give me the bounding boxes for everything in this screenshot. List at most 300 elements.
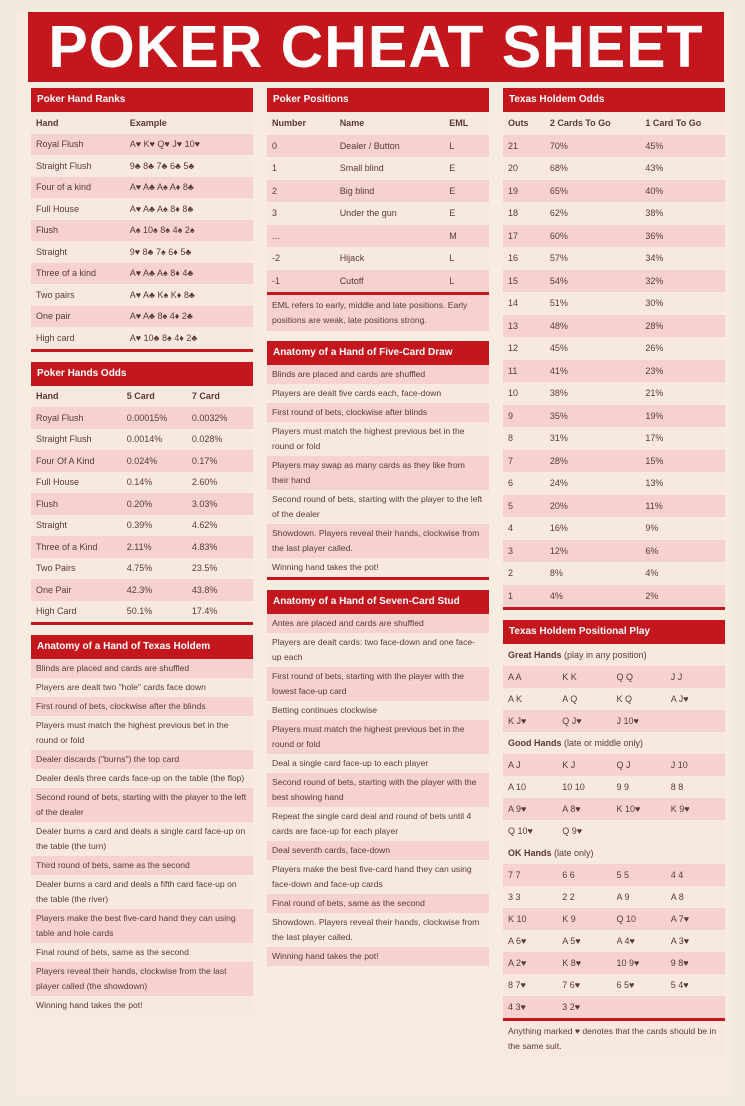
step-item: Deal a single card face-up to each player (267, 754, 489, 773)
table-cell: 12% (549, 545, 568, 556)
step-item: Final round of bets, same as the second (267, 894, 489, 913)
table-row (267, 157, 489, 180)
table-cell: 51% (549, 298, 568, 309)
table-cell: ... (272, 230, 280, 241)
step-item: Players may swap as many cards as they like from their hand (267, 456, 489, 490)
table-cell: 9♣ 8♣ 7♣ 6♣ 5♣ (129, 160, 195, 171)
hand-cell: A Q (562, 694, 578, 704)
table-row (267, 270, 489, 293)
holdem-odds-title: Texas Holdem Odds (503, 88, 725, 112)
step-item: First round of bets, starting with the player with the lowest face-up card (267, 667, 489, 701)
table-row (31, 450, 253, 472)
hand-cell (671, 820, 725, 842)
hand-cell: A 4♥ (616, 936, 635, 946)
table-cell: Cutoff (339, 275, 364, 286)
table-cell: 6% (645, 545, 659, 556)
table-cell: 0.17% (191, 455, 218, 466)
hand-cell: 10 10 (562, 782, 585, 792)
table-cell: Flush (36, 498, 59, 509)
table-row (267, 225, 489, 248)
table-cell: 43.8% (191, 584, 218, 595)
table-row (503, 472, 725, 495)
hand-cell: A 2♥ (508, 958, 527, 968)
table-cell: Four Of A Kind (36, 455, 95, 466)
five-card-title: Anatomy of a Hand of Five-Card Draw (267, 341, 489, 365)
table-header-row (267, 112, 489, 135)
table-cell: 43% (645, 163, 664, 174)
table-cell: Dealer / Button (339, 140, 400, 151)
table-cell: Straight (36, 246, 68, 257)
step-item: Dealer discards ("burns") the top card (31, 750, 253, 769)
step-item: Dealer burns a card and deals a single card face-up on the table (the turn) (31, 822, 253, 856)
table-cell: A♥ A♣ 8♠ 4♦ 2♣ (129, 311, 193, 322)
table-cell: 60% (549, 230, 568, 241)
table-row (31, 601, 253, 623)
table-cell: 6 (508, 478, 514, 489)
hand-row (503, 710, 725, 732)
table-row (503, 292, 725, 315)
table-cell: 38% (645, 208, 664, 219)
step-item: Showdown. Players reveal their hands, clockwise from the last player called. (267, 524, 489, 558)
table-row (31, 407, 253, 429)
hand-row (503, 754, 725, 776)
cheat-sheet (17, 10, 731, 1097)
step-item: Players reveal their hands, clockwise from the last player called (the showdown) (31, 962, 253, 996)
column-header: EML (449, 118, 469, 129)
table-cell: 15 (508, 275, 519, 286)
texas-anatomy-list (31, 659, 253, 1015)
hand-cell: 7 6♥ (562, 980, 581, 990)
hand-row (503, 930, 725, 952)
table-cell: 70% (549, 140, 568, 151)
table-cell: Under the gun (339, 208, 397, 219)
table-cell: 0 (272, 140, 278, 151)
table-cell: 0.00015% (126, 412, 168, 423)
column-header: Name (339, 118, 365, 129)
table-cell: A♥ A♣ A♠ 8♦ 4♣ (129, 268, 194, 279)
positions-note: EML refers to early, middle and late positions. Early positions are weak, late positions strong. (267, 295, 489, 331)
table-row (31, 284, 253, 306)
hand-cell: A 7♥ (670, 914, 690, 924)
hand-cell: 6 6 (562, 870, 575, 880)
table-cell: 65% (549, 185, 568, 196)
table-cell: 3 (508, 545, 514, 556)
hand-cell: Q 10 (616, 914, 637, 924)
table-row (503, 180, 725, 203)
table-cell: Royal Flush (36, 139, 84, 150)
table-row (31, 155, 253, 177)
table-cell: 9♥ 8♣ 7♠ 6♦ 5♣ (129, 246, 192, 257)
step-item: Players must match the highest previous bet in the round or fold (267, 720, 489, 754)
table-cell: Straight Flush (36, 160, 92, 171)
hand-cell: A J (508, 760, 521, 770)
table-cell: 32% (645, 275, 664, 286)
positions-table (267, 112, 489, 292)
hand-cell: J 10♥ (616, 716, 639, 726)
hand-group-qualifier: (late only) (554, 848, 594, 858)
table-cell: 2 (508, 568, 514, 579)
hand-cell: 5 5 (616, 870, 630, 880)
table-cell: 13 (508, 320, 519, 331)
hand-cell: A 8♥ (562, 804, 581, 814)
seven-card-title: Anatomy of a Hand of Seven-Card Stud (267, 590, 489, 614)
table-row (503, 562, 725, 585)
table-cell: 17% (645, 433, 664, 444)
table-cell: 35% (549, 410, 568, 421)
table-cell: 2 (272, 185, 278, 196)
positions-title: Poker Positions (267, 88, 489, 112)
table-cell: A♠ 10♠ 8♠ 4♠ 2♠ (129, 225, 195, 236)
hand-cell: 9 9 (616, 782, 630, 792)
step-item: Second round of bets, starting with the player to the left of the dealer (31, 788, 253, 822)
hand-group-header (503, 842, 725, 864)
table-row (267, 180, 489, 203)
hand-row (503, 776, 725, 798)
table-cell: Flush (36, 225, 59, 236)
hand-row (503, 798, 725, 820)
table-cell: 4 (508, 523, 514, 534)
step-item: Winning hand takes the pot! (31, 996, 253, 1015)
column-right (503, 88, 725, 1057)
table-cell: 0.024% (126, 455, 158, 466)
table-cell: Small blind (339, 163, 384, 174)
table-cell: 16% (549, 523, 568, 534)
table-row (503, 360, 725, 383)
hand-cell: 9 8♥ (670, 958, 689, 968)
table-cell: Two Pairs (36, 563, 76, 574)
column-header: 1 Card To Go (645, 118, 702, 129)
table-cell: 21 (508, 140, 519, 151)
table-cell: E (449, 208, 456, 219)
table-row (503, 517, 725, 540)
table-cell: Full House (36, 477, 80, 488)
table-cell: 0.028% (191, 434, 223, 445)
table-cell: 11 (508, 365, 518, 376)
hand-row (503, 974, 725, 996)
table-row (503, 495, 725, 518)
table-cell: 28% (645, 320, 664, 331)
hand-cell: A 5♥ (562, 936, 581, 946)
hand-cell: K 10 (508, 914, 527, 924)
hand-group-label: Great Hands (508, 650, 562, 660)
step-item: Players are dealt five cards each, face-down (267, 384, 489, 403)
table-cell: A♥ K♥ Q♥ J♥ 10♥ (129, 139, 200, 150)
table-cell: 1 (508, 590, 514, 601)
hand-row (503, 886, 725, 908)
hand-odds-title: Poker Hands Odds (31, 362, 253, 386)
step-item: Repeat the single card deal and round of bets until 4 cards are face-up for each player (267, 807, 489, 841)
table-row (31, 536, 253, 558)
five-card-section (267, 341, 489, 580)
hand-cell: Q J♥ (562, 716, 582, 726)
table-cell: A♥ A♣ A♠ 8♦ 8♣ (129, 203, 194, 214)
hand-cell: 8 8 (670, 782, 684, 792)
table-cell: 36% (645, 230, 664, 241)
table-cell: L (449, 253, 455, 264)
table-cell: 5 (508, 500, 514, 511)
step-item: Dealer burns a card and deals a fifth card face-up on the table (the river) (31, 875, 253, 909)
table-cell: 17.4% (191, 606, 218, 617)
step-item: Antes are placed and cards are shuffled (267, 614, 489, 633)
step-item: Winning hand takes the pot! (267, 947, 489, 966)
table-cell: 1 (272, 163, 278, 174)
table-cell: 0.20% (126, 498, 153, 509)
table-cell: 54% (549, 275, 568, 286)
table-cell: Full House (36, 203, 80, 214)
positional-play-title: Texas Holdem Positional Play (503, 620, 725, 644)
table-cell: 40% (645, 185, 664, 196)
hand-group-header (503, 644, 725, 666)
table-cell: 18 (508, 208, 519, 219)
table-cell: Four of a kind (36, 182, 92, 193)
table-row (31, 134, 253, 156)
hand-cell: K 9♥ (670, 804, 690, 814)
hand-group-header (503, 732, 725, 754)
table-cell: 0.0014% (126, 434, 163, 445)
hand-cell: Q Q (616, 672, 634, 682)
hand-cell: 8 7♥ (508, 980, 526, 990)
hand-cell: A K (508, 694, 523, 704)
table-cell: 0.0032% (191, 412, 228, 423)
table-cell: A♥ A♣ A♠ A♦ 8♣ (129, 182, 194, 193)
step-item: Deal seventh cards, face-down (267, 841, 489, 860)
step-item: Players are dealt two "hole" cards face down (31, 678, 253, 697)
table-cell: 16 (508, 253, 519, 264)
table-cell: 4% (645, 568, 659, 579)
table-row (503, 450, 725, 473)
hand-cell: K J♥ (508, 716, 527, 726)
table-row (503, 135, 725, 158)
step-item: Second round of bets, starting with the player with the best showing hand (267, 773, 489, 807)
table-row (31, 327, 253, 349)
hand-cell: 5 4♥ (670, 980, 689, 990)
hand-cell: K 8♥ (562, 958, 582, 968)
table-cell: 19 (508, 185, 519, 196)
table-row (267, 135, 489, 158)
hand-cell: 4 4 (670, 870, 684, 880)
table-cell: 3.03% (191, 498, 218, 509)
hand-cell (671, 996, 725, 1018)
column-header: 5 Card (126, 391, 155, 402)
table-cell: 30% (645, 298, 664, 309)
table-cell: 21% (645, 388, 664, 399)
column-header: Hand (36, 391, 59, 402)
hand-cell: Q 9♥ (562, 826, 583, 836)
table-cell: High Card (36, 606, 77, 617)
holdem-odds-section (503, 88, 725, 610)
positional-play-note: Anything marked ♥ denotes that the cards should be in the same suit. (503, 1021, 725, 1057)
hand-group-label: OK Hands (508, 848, 552, 858)
table-cell: 2.11% (126, 541, 152, 552)
step-item: Players are dealt cards: two face-down and one face-up each (267, 633, 489, 667)
hand-cell: K 10♥ (616, 804, 641, 814)
step-item: First round of bets, clockwise after blinds (267, 403, 489, 422)
hand-odds-section (31, 362, 253, 626)
hand-cell: A 3♥ (670, 936, 690, 946)
step-item: Players make the best five-card hand they can using table and hole cards (31, 909, 253, 943)
table-cell: One pair (36, 311, 71, 322)
table-cell: A♥ A♣ K♠ K♦ 8♣ (129, 289, 195, 300)
table-cell: 15% (645, 455, 664, 466)
table-cell: Big blind (339, 185, 375, 196)
table-row (31, 177, 253, 199)
table-row (31, 429, 253, 451)
table-header-row (503, 112, 725, 135)
table-cell: 20% (549, 500, 568, 511)
step-item: Players must match the highest previous bet in the round or fold (31, 716, 253, 750)
table-row (503, 540, 725, 563)
table-row (503, 427, 725, 450)
hand-cell: 3 2♥ (562, 1002, 581, 1012)
table-cell: 12 (508, 343, 519, 354)
table-cell: Royal Flush (36, 412, 84, 423)
step-item: Dealer deals three cards face-up on the table (the flop) (31, 769, 253, 788)
table-row (31, 220, 253, 242)
table-cell: 48% (549, 320, 568, 331)
hand-cell: J J (670, 672, 683, 682)
table-cell: 41% (549, 365, 568, 376)
step-item: Final round of bets, same as the second (31, 943, 253, 962)
table-cell: 42.3% (126, 584, 153, 595)
table-row (503, 382, 725, 405)
hand-group-label: Good Hands (508, 738, 562, 748)
table-cell: 14 (508, 298, 519, 309)
table-cell: Three of a Kind (36, 541, 98, 552)
hand-cell: 7 7 (508, 870, 521, 880)
table-cell: 2.60% (191, 477, 218, 488)
table-cell: High card (36, 332, 75, 343)
positional-play-section (503, 620, 725, 1057)
table-cell: A♥ 10♣ 8♠ 4♦ 2♣ (129, 332, 198, 343)
table-row (31, 263, 253, 285)
hand-cell: A 9 (616, 892, 630, 902)
column-header: Example (129, 117, 167, 128)
table-cell: L (449, 140, 455, 151)
table-cell: 23.5% (191, 563, 218, 574)
table-cell: 20 (508, 163, 519, 174)
table-row (31, 493, 253, 515)
table-cell: 45% (645, 140, 664, 151)
table-cell: E (449, 163, 456, 174)
hand-cell (617, 996, 671, 1018)
table-cell: 3 (272, 208, 278, 219)
column-middle (267, 88, 489, 966)
table-row (267, 247, 489, 270)
table-row (503, 315, 725, 338)
step-item: Third round of bets, same as the second (31, 856, 253, 875)
hand-cell: A 6♥ (508, 936, 527, 946)
table-cell: 2% (645, 590, 659, 601)
column-header: Hand (36, 117, 59, 128)
column-header: Number (272, 118, 307, 129)
table-row (503, 270, 725, 293)
hand-ranks-title: Poker Hand Ranks (31, 88, 253, 112)
table-row (31, 472, 253, 494)
table-cell: -1 (272, 275, 281, 286)
table-cell: 8% (549, 568, 563, 579)
step-item: Blinds are placed and cards are shuffled (31, 659, 253, 678)
hand-cell: A 10 (508, 782, 527, 792)
table-cell: 57% (549, 253, 568, 264)
table-row (503, 247, 725, 270)
hand-cell: A A (508, 672, 522, 682)
hand-ranks-table (31, 112, 253, 349)
hand-ranks-section (31, 88, 253, 352)
table-cell: 31% (549, 433, 568, 444)
table-cell: 28% (549, 455, 568, 466)
column-header: 2 Cards To Go (549, 118, 611, 129)
table-row (31, 579, 253, 601)
table-cell: 34% (645, 253, 664, 264)
page-title: POKER CHEAT SHEET (28, 12, 724, 82)
table-row (31, 558, 253, 580)
hand-cell: 10 9♥ (616, 958, 640, 968)
table-cell: 9 (508, 410, 514, 421)
table-header-row (31, 112, 253, 134)
table-cell: 13% (645, 478, 664, 489)
step-item: Winning hand takes the pot! (267, 558, 489, 577)
table-row (31, 515, 253, 537)
step-item: First round of bets, clockwise after the blinds (31, 697, 253, 716)
table-cell: 23% (645, 365, 664, 376)
hand-group-qualifier: (play in any position) (564, 650, 647, 660)
hand-cell: Q J (616, 760, 631, 770)
table-cell: 19% (645, 410, 664, 421)
positional-play-grid (503, 644, 725, 1018)
table-cell: 4.62% (191, 520, 218, 531)
column-header: Outs (508, 118, 529, 129)
table-cell: 9% (645, 523, 659, 534)
step-item: Players must match the highest previous bet in the round or fold (267, 422, 489, 456)
hand-cell: K Q (616, 694, 633, 704)
table-row (31, 306, 253, 328)
table-cell: 50.1% (126, 606, 153, 617)
column-header: 7 Card (191, 391, 220, 402)
hand-odds-table (31, 386, 253, 623)
hand-row (503, 864, 725, 886)
table-cell: 10 (508, 388, 519, 399)
column-left (31, 88, 253, 1015)
table-cell: Straight Flush (36, 434, 92, 445)
table-cell: Hijack (339, 253, 365, 264)
table-row (503, 202, 725, 225)
seven-card-section (267, 590, 489, 966)
step-item: Blinds are placed and cards are shuffled (267, 365, 489, 384)
table-header-row (31, 386, 253, 408)
table-cell: 45% (549, 343, 568, 354)
table-row (503, 225, 725, 248)
table-row (31, 241, 253, 263)
table-cell: 24% (549, 478, 568, 489)
hand-group-qualifier: (late or middle only) (564, 738, 644, 748)
table-row (503, 585, 725, 608)
hand-row (503, 952, 725, 974)
texas-anatomy-title: Anatomy of a Hand of Texas Holdem (31, 635, 253, 659)
table-row (503, 405, 725, 428)
table-cell: Three of a kind (36, 268, 97, 279)
hand-row (503, 666, 725, 688)
table-row (267, 202, 489, 225)
hand-cell: J 10 (670, 760, 688, 770)
hand-cell (671, 710, 725, 732)
table-cell: -2 (272, 253, 281, 264)
hand-cell: A J♥ (670, 694, 689, 704)
table-cell: Two pairs (36, 289, 75, 300)
table-row (31, 198, 253, 220)
table-cell: 8 (508, 433, 514, 444)
table-cell: 4.75% (126, 563, 153, 574)
step-item: Showdown. Players reveal their hands, clockwise from the last player called. (267, 913, 489, 947)
